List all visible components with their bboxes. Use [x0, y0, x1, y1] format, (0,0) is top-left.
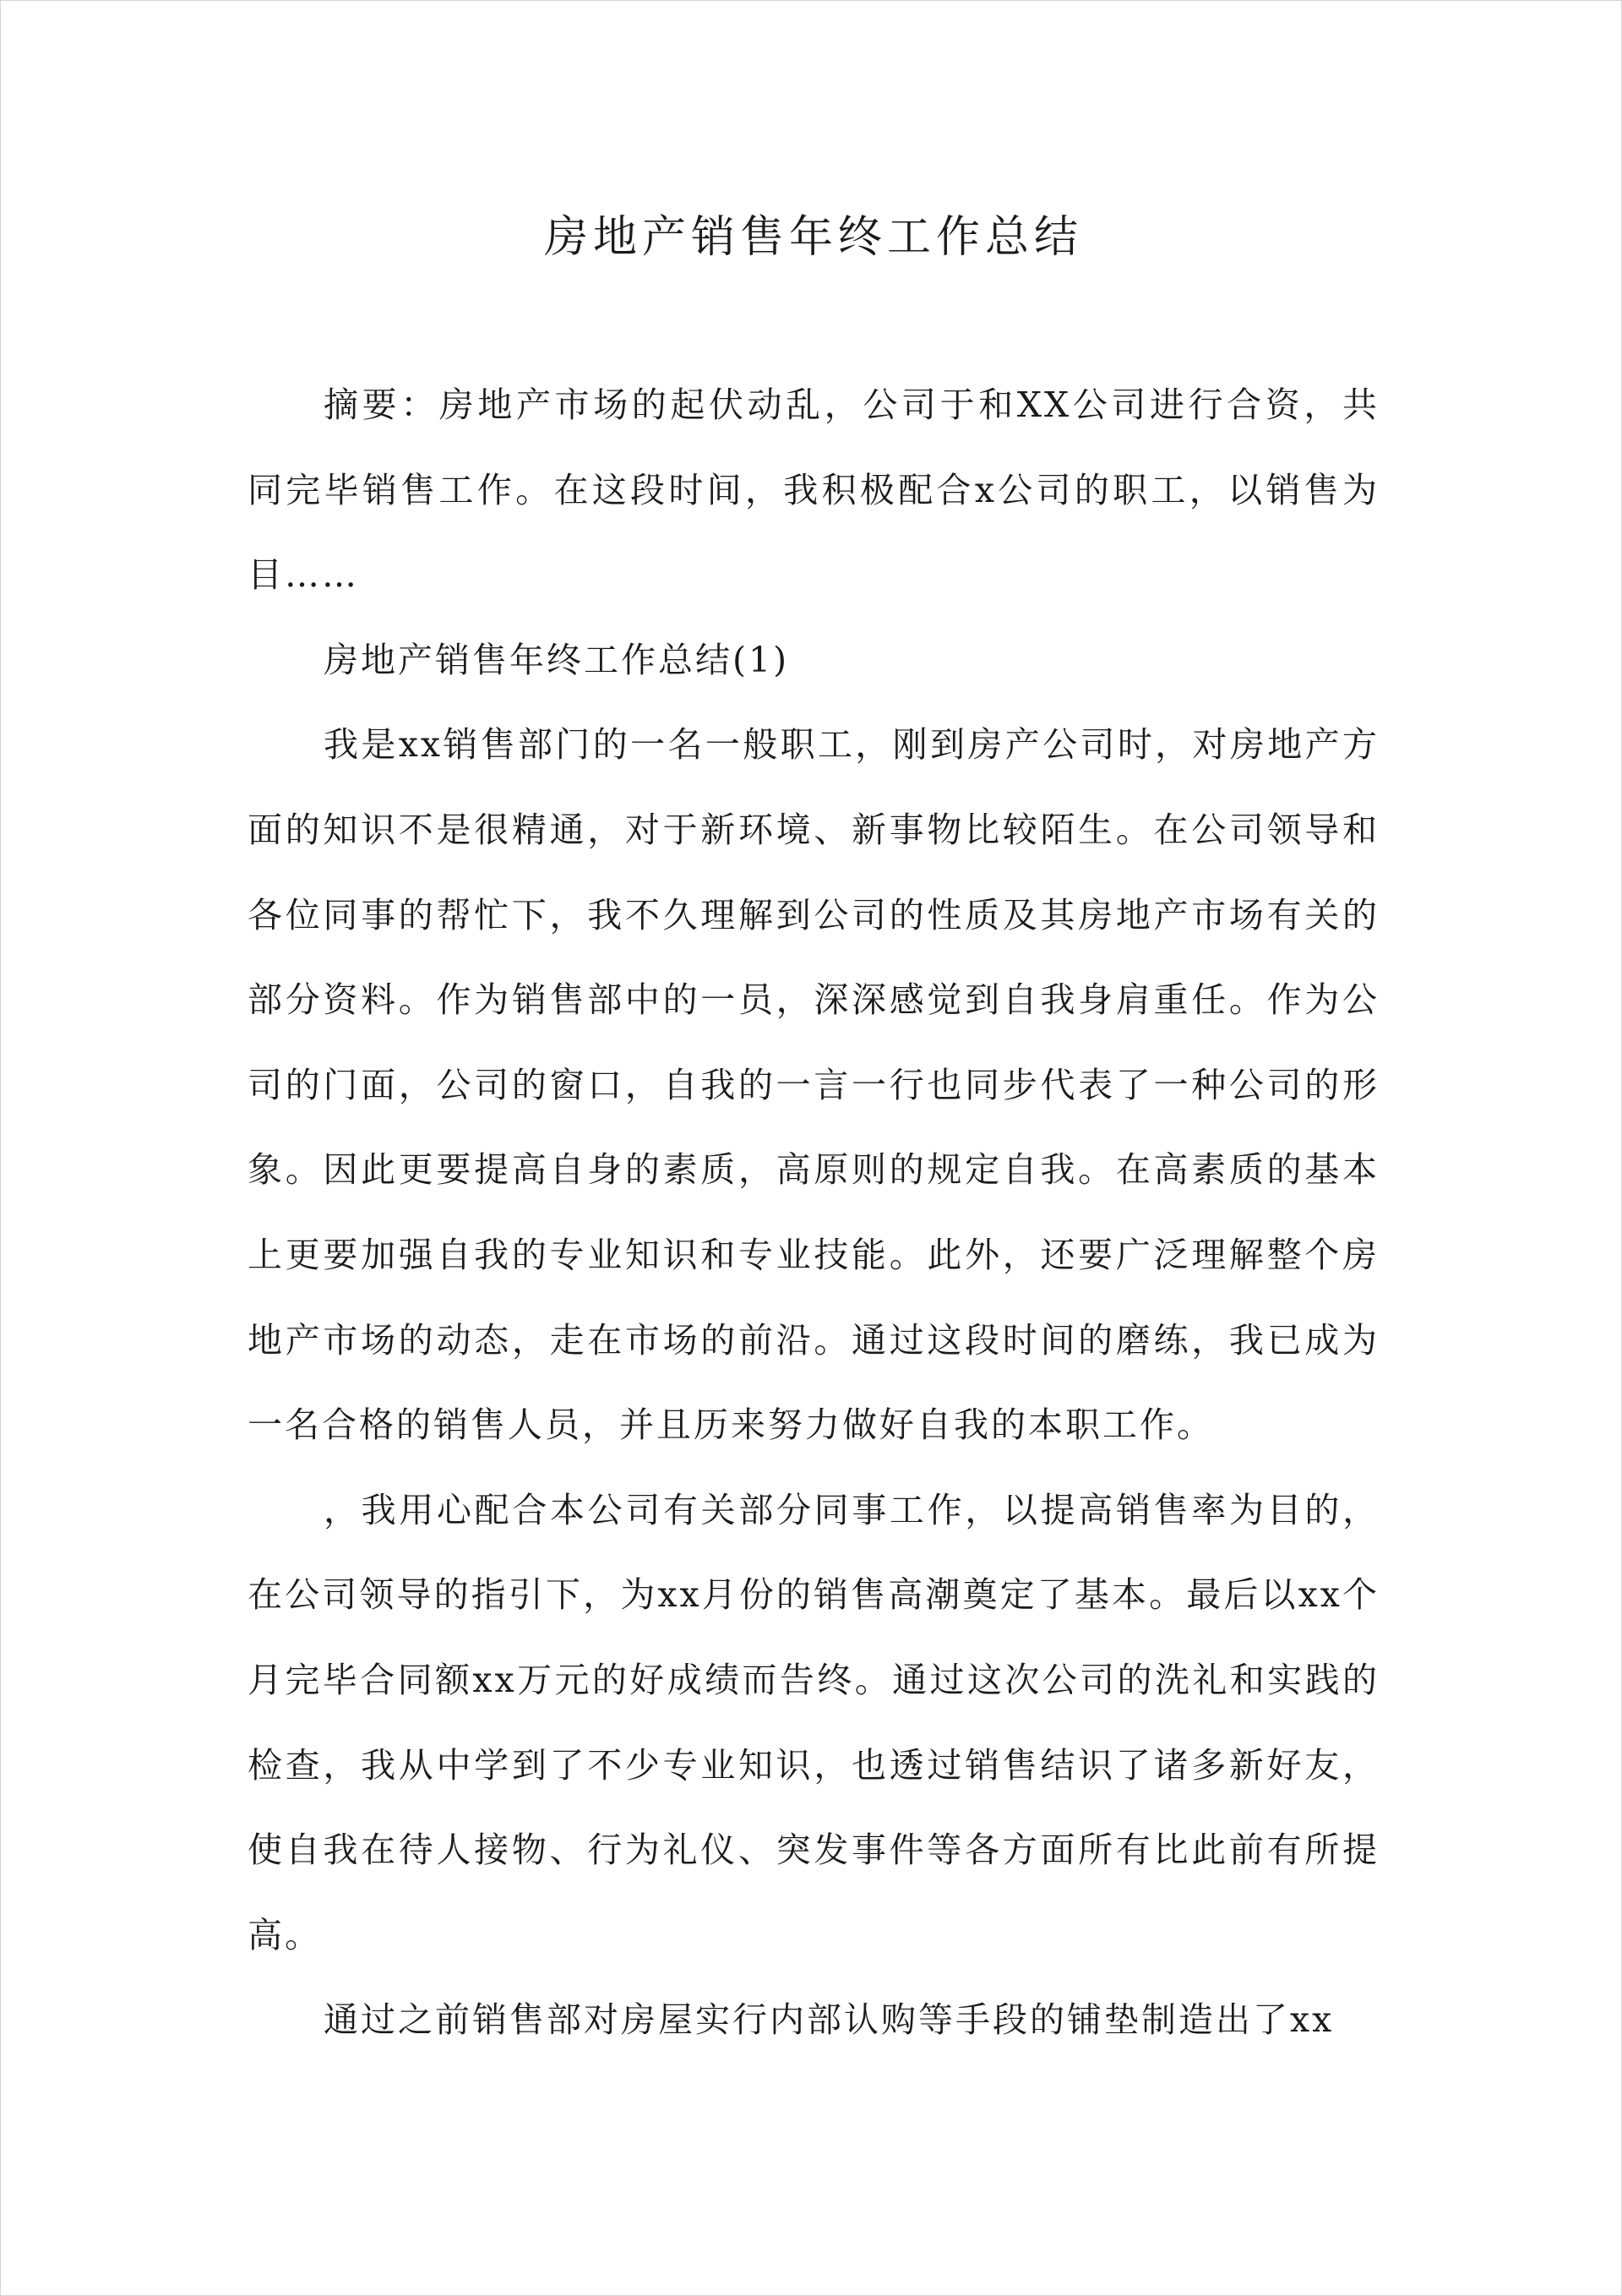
body-paragraph-1: 我是xx销售部门的一名一般职工，刚到房产公司时，对房地产方面的知识不是很精通，对于新环境、新事物比较陌生。在公司领导和各位同事的帮忙下，我不久理解到公司的性质及其房地产市场有关的部分资料。作为销售部中的一员，深深感觉到自我身肩重任。作为公司的门面，公司的窗口，自我的一言一行也同步代表了一种公司的形象。因此更要提高自身的素质，高原则的规定自我。在高素质的基本上更要加强自我的专业知识和专业技能。此外，还要广泛理解整个房地产市场的动态，走在市场的前沿。通过这段时间的磨练，我已成为一名合格的销售人员，并且历来努力做好自我的本职工作。 — [248, 724, 1380, 1446]
body-paragraph-2: ，我用心配合本公司有关部分同事工作，以提高销售率为目的，在公司领导的指引下，为xx月份的销售高潮奠定了基本。最后以xx个月完毕合同额xx万元的好成绩而告终。通过这次公司的洗礼和实践的检查，我从中学到了不少专业知识，也透过销售结识了诸多新好友，使自我在待人接物、行为礼仪、突发事件等各方面所有比此前有所提高。 — [248, 1489, 1380, 1955]
section-heading: 房地产销售年终工作总结(1) — [324, 639, 790, 680]
body-paragraph-3: 通过之前销售部对房屋实行内部认购等手段的铺垫制造出了xx — [324, 1999, 1335, 2041]
document-title: 房地产销售年终工作总结 — [543, 212, 1083, 263]
document-body — [248, 195, 1380, 2063]
abstract-paragraph: 摘要：房地产市场的起伏动乱，公司于和XX公司进行合资，共同完毕销售工作。在这段时间，我积极配合x公司的职工，以销售为目…… — [248, 384, 1380, 596]
